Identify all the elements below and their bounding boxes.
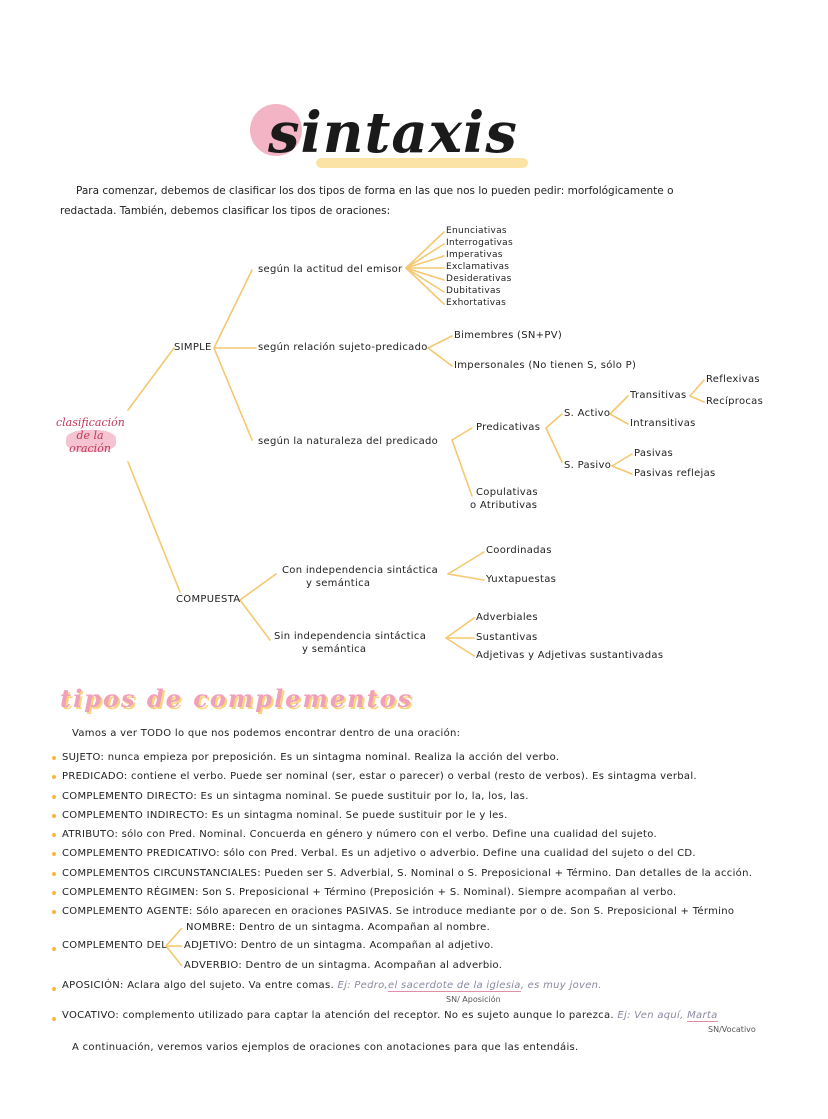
item-interrogativas: Interrogativas <box>446 238 513 248</box>
vocativo-text: complemento utilizado para captar la atención del receptor. No es sujeto aunque lo parezca. <box>122 1010 614 1021</box>
root-line-1: clasificación <box>56 416 125 429</box>
node-actitud: según la actitud del emisor <box>258 264 403 275</box>
node-adjetivas: Adjetivas y Adjetivas sustantivadas <box>476 650 664 661</box>
complemento-del-adjetivo: ADJETIVO: Dentro de un sintagma. Acompañan al adjetivo. <box>184 940 494 951</box>
root-line-3: oración <box>69 442 111 455</box>
item-label: COMPLEMENTO AGENTE: <box>62 906 193 918</box>
node-compuesta: COMPUESTA <box>176 594 241 605</box>
aposicion-text: Aclara algo del sujeto. Va entre comas. <box>127 980 334 991</box>
item-enunciativas: Enunciativas <box>446 226 507 236</box>
item-imperativas: Imperativas <box>446 250 503 260</box>
item-text: sólo con Pred. Nominal. Concuerda en género y número con el verbo. Define una cualidad del sujeto. <box>121 829 657 841</box>
complemento-del-adverbio: ADVERBIO: Dentro de un sintagma. Acompañan al adverbio. <box>184 960 503 971</box>
item-label: SUJETO: <box>62 752 105 763</box>
item-label: PREDICADO: <box>62 771 128 783</box>
complementos-outro: A continuación, veremos varios ejemplos de oraciones con anotaciones para que las entendáis. <box>72 1042 579 1053</box>
bullet <box>52 1017 56 1021</box>
item-text: Sólo aparecen en oraciones PASIVAS. Se introduce mediante por o de. Son S. Preposicional + Término <box>196 906 735 918</box>
con-indep-line-2: y semántica <box>306 578 371 589</box>
node-relacion: según relación sujeto-predicado <box>258 342 428 353</box>
copulativas-line-2: o Atributivas <box>470 500 538 511</box>
item-label: ATRIBUTO: <box>62 829 119 841</box>
item-dubitativas: Dubitativas <box>446 286 501 296</box>
vocativo-example-highlight: Marta <box>687 1010 718 1021</box>
sin-indep-line-2: y semántica <box>302 644 367 655</box>
node-naturaleza: según la naturaleza del predicado <box>258 436 439 447</box>
page-title: sintaxis <box>268 100 518 166</box>
complementos-heading: tipos de complementos <box>60 684 414 713</box>
vocativo-row <box>62 1010 718 1021</box>
item-text: Es un sintagma nominal. Se puede sustituir por le y les. <box>211 809 508 821</box>
complemento-del-label: COMPLEMENTO DEL <box>62 940 168 951</box>
item-desiderativas: Desiderativas <box>446 274 512 284</box>
node-predicativas: Predicativas <box>476 422 541 433</box>
aposicion-label: APOSICIÓN: <box>62 980 124 991</box>
node-pasivas-reflejas: Pasivas reflejas <box>634 468 716 479</box>
intro-line-2: redactada. También, debemos clasificar los tipos de oraciones: <box>60 205 391 217</box>
item-label: COMPLEMENTO PREDICATIVO: <box>62 848 220 860</box>
item-label: COMPLEMENTO INDIRECTO: <box>62 809 209 821</box>
node-pasivas: Pasivas <box>634 448 674 459</box>
item-text: Son S. Preposicional + Término (Preposición + S. Nominal). Siempre acompañan al verbo. <box>202 887 677 899</box>
node-simple: SIMPLE <box>174 342 212 353</box>
intro-line-1: Para comenzar, debemos de clasificar los dos tipos de forma en las que nos lo pueden pedir: morfológicamente o <box>76 185 674 197</box>
node-bimembres: Bimembres (SN+PV) <box>454 330 563 341</box>
sin-indep-line-1: Sin independencia sintáctica <box>274 631 427 642</box>
aposicion-example-highlight: el sacerdote de la iglesia <box>388 980 521 991</box>
node-adverbiales: Adverbiales <box>476 612 538 623</box>
node-coordinadas: Coordinadas <box>486 545 552 556</box>
bullet <box>52 987 56 991</box>
complementos-lead: Vamos a ver TODO lo que nos podemos encontrar dentro de una oración: <box>72 728 461 739</box>
vocativo-label: VOCATIVO: <box>62 1010 120 1021</box>
item-text: sólo con Pred. Verbal. Es un adjetivo o adverbio. Define una cualidad del sujeto o del CD. <box>223 848 696 860</box>
vocativo-note: SN/Vocativo <box>708 1025 756 1034</box>
item-exclamativas: Exclamativas <box>446 262 510 272</box>
aposicion-note: SN/ Aposición <box>446 995 501 1004</box>
node-reflexivas: Reflexivas <box>706 374 760 385</box>
node-sustantivas: Sustantivas <box>476 632 538 643</box>
item-label: COMPLEMENTO RÉGIMEN: <box>62 887 199 899</box>
vocativo-example-start: Ej: Ven aquí, <box>617 1010 684 1021</box>
node-transitivas: Transitivas <box>630 390 687 401</box>
aposicion-example-end: , es muy joven. <box>520 980 602 991</box>
node-impersonales: Impersonales (No tienen S, sólo P) <box>454 360 637 371</box>
item-text: Pueden ser S. Adverbial, S. Nominal o S. Preposicional + Término. Dan detalles de la acción. <box>264 867 753 879</box>
item-exhortativas: Exhortativas <box>446 298 507 308</box>
node-s-pasivo: S. Pasivo <box>564 460 612 471</box>
node-intransitivas: Intransitivas <box>630 418 696 429</box>
root-line-2: de la <box>76 429 104 442</box>
node-reciprocas: Recíprocas <box>706 396 764 407</box>
copulativas-line-1: Copulativas <box>476 487 538 498</box>
node-s-activo: S. Activo <box>564 408 611 419</box>
item-text: nunca empieza por preposición. Es un sintagma nominal. Realiza la acción del verbo. <box>107 752 560 763</box>
complemento-del-nombre: NOMBRE: Dentro de un sintagma. Acompañan al nombre. <box>186 922 491 933</box>
aposicion-row <box>62 980 602 991</box>
item-text: Es un sintagma nominal. Se puede sustituir por lo, la, los, las. <box>200 790 529 802</box>
item-label: COMPLEMENTOS CIRCUNSTANCIALES: <box>62 867 261 879</box>
item-label: COMPLEMENTO DIRECTO: <box>62 790 198 802</box>
node-yuxtapuestas: Yuxtapuestas <box>486 574 557 585</box>
aposicion-example-start: Ej: Pedro, <box>337 980 389 991</box>
item-text: contiene el verbo. Puede ser nominal (ser, estar o parecer) o verbal (resto de verbos). Es sintagma verbal. <box>131 771 697 783</box>
con-indep-line-1: Con independencia sintáctica <box>282 565 439 576</box>
